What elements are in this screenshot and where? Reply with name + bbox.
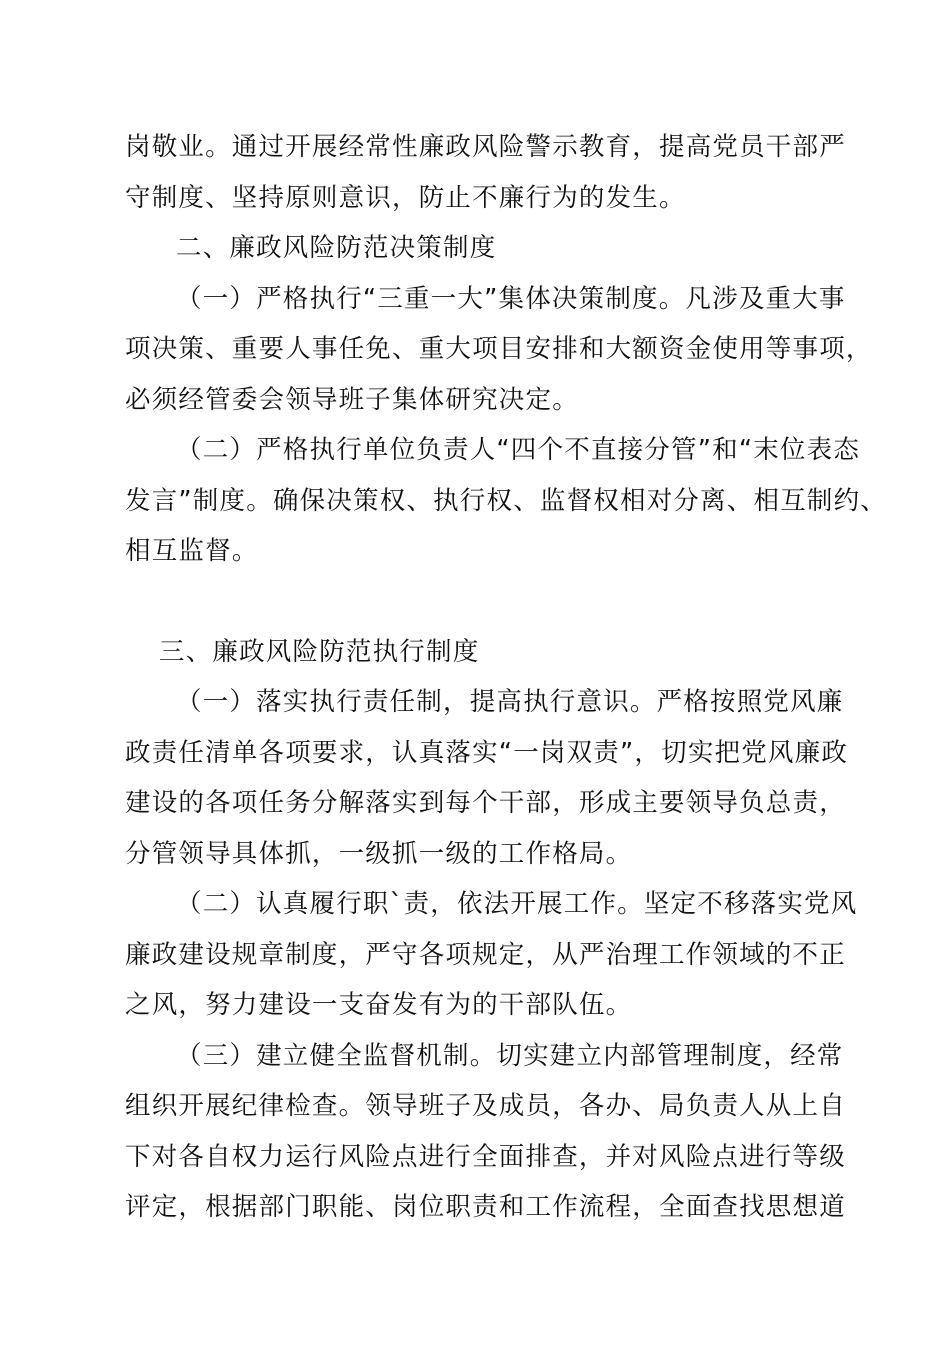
paragraph-line: （二）严格执行单位负责人“四个不直接分管”和“末位表态 <box>176 435 861 465</box>
paragraph-line: （一）落实执行责任制，提高执行意识。严格按照党风廉 <box>176 687 844 717</box>
paragraph-line: 岗敬业。通过开展经常性廉政风险警示教育，提高党员干部严 <box>125 132 846 162</box>
paragraph-line: （二）认真履行职`责，依法开展工作。坚定不移落实党风 <box>176 889 858 919</box>
paragraph-line: 相互监督。 <box>125 536 259 566</box>
paragraph-line: 廉政建设规章制度，严守各项规定，从严治理工作领域的不正 <box>125 939 846 970</box>
blank-line <box>125 577 845 627</box>
document-body <box>125 122 888 1233</box>
paragraph-line: 评定，根据部门职能、岗位职责和工作流程，全面查找思想道 <box>125 1192 846 1222</box>
paragraph-line: 发言”制度。确保决策权、执行权、监督权相对分离、相互制约、 <box>125 485 888 516</box>
paragraph-line: 之风，努力建设一支奋发有为的干部队伍。 <box>125 990 633 1020</box>
paragraph-line: 分管领导具体抓，一级抓一级的工作格局。 <box>125 838 633 869</box>
section-heading-3: 三、廉政风险防范执行制度 <box>159 636 480 667</box>
paragraph-line: 政责任清单各项要求，认真落实“一岗双责”，切实把党风廉政 <box>125 737 849 768</box>
paragraph-line: 下对各自权力运行风险点进行全面排查，并对风险点进行等级 <box>125 1141 846 1172</box>
section-heading-2: 二、廉政风险防范决策制度 <box>176 233 497 263</box>
paragraph-line: （一）严格执行“三重一大”集体决策制度。凡涉及重大事 <box>176 283 846 314</box>
paragraph-line: 项决策、重要人事任免、重大项目安排和大额资金使用等事项， <box>125 334 873 364</box>
paragraph-line: （三）建立健全监督机制。切实建立内部管理制度，经常 <box>176 1040 844 1071</box>
paragraph-line: 必须经管委会领导班子集体研究决定。 <box>125 384 579 415</box>
paragraph-line: 建设的各项任务分解落实到每个干部，形成主要领导负总责， <box>125 788 846 818</box>
paragraph-line: 组织开展纪律检查。领导班子及成员，各办、局负责人从上自 <box>125 1091 846 1121</box>
paragraph-line: 守制度、坚持原则意识，防止不廉行为的发生。 <box>125 182 686 213</box>
